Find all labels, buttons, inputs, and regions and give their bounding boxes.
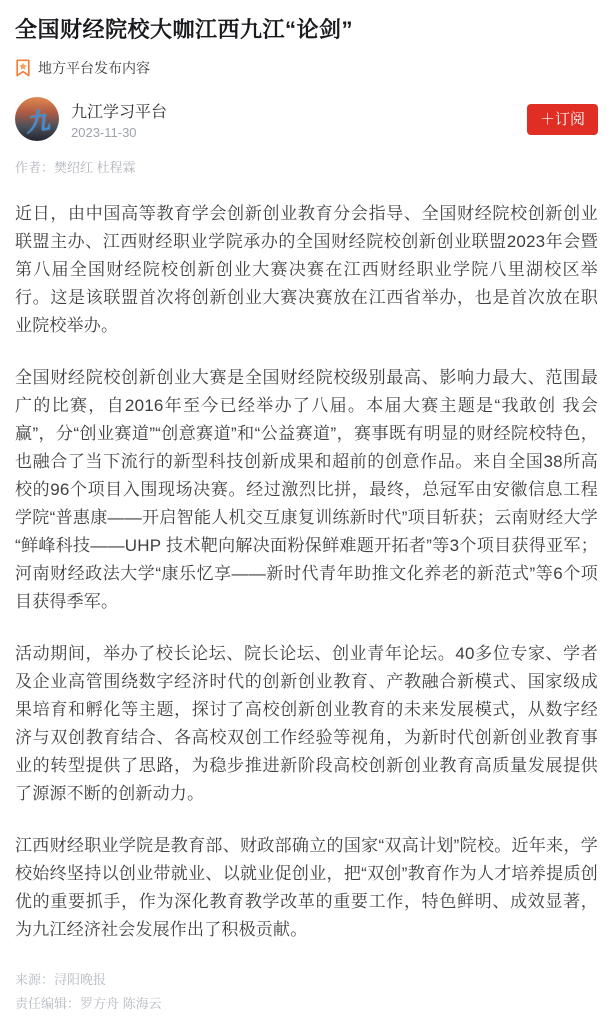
platform-badge [15, 58, 598, 78]
source-line [15, 968, 598, 992]
article-paragraph: 活动期间，举办了校长论坛、院长论坛、创业青年论坛。40多位专家、学者及企业高管围绕数字经济时代的创新创业教育、产教融合新模式、国家级成果培育和孵化等主题，探讨了高校创新创业教育的未来发展模式，从数字经济与双创教育结合、各高校双创工作经验等视角，为新时代创新创业教育事业的转型提供了思路，为稳步推进新阶段高校创新创业教育高质量发展提供了源源不断的创新动力。 [15, 644, 598, 803]
ribbon-star-icon [15, 59, 31, 77]
editor-value: 罗方舟 陈海云 [80, 996, 162, 1011]
source-label: 来源： [15, 972, 55, 987]
avatar-logo-glyph: 九 [23, 104, 52, 138]
byline [15, 157, 598, 176]
publish-date: 2023-11-30 [71, 124, 137, 140]
publisher-name[interactable]: 九江学习平台 [71, 103, 168, 121]
article-body [15, 200, 598, 944]
editor-line [15, 992, 598, 1016]
subscribe-button[interactable]: ＋订阅 [527, 104, 598, 135]
article-paragraph: 江西财经职业学院是教育部、财政部确立的国家“双高计划”院校。近年来，学校始终坚持以创业带就业、以就业促创业，把“双创”教育作为人才培养提质创优的重要抓手，作为深化教育教学改革的重要工作，特色鲜明、成效显著，为九江经济社会发展作出了积极贡献。 [15, 836, 598, 939]
platform-badge-label: 地方平台发布内容 [38, 60, 150, 76]
byline-label: 作者： [15, 160, 55, 175]
source-value: 浔阳晚报 [54, 972, 107, 987]
publisher-row [15, 97, 598, 141]
publisher-avatar[interactable] [15, 97, 59, 141]
editor-label: 责任编辑： [15, 996, 81, 1011]
article-footer [15, 968, 598, 1016]
article-paragraph: 近日，由中国高等教育学会创新创业教育分会指导、全国财经院校创新创业联盟主办、江西财经职业学院承办的全国财经院校创新创业联盟2023年会暨第八届全国财经院校创新创业大赛决赛在江西财经职业学院八里湖校区举行。这是该联盟首次将创新创业大赛决赛放在江西省举办，也是首次放在职业院校举办。 [15, 204, 598, 335]
byline-authors: 樊绍红 杜程霖 [54, 160, 136, 175]
article-paragraph: 全国财经院校创新创业大赛是全国财经院校级别最高、影响力最大、范围最广的比赛，自2016年至今已经举办了八届。本届大赛主题是“我敢创 我会赢”，分“创业赛道”“创意赛道”和“公益赛道”，赛事既有明显的财经院校特色，也融合了当下流行的新型科技创新成果和超前的创意作品。来自全国38所高校的96个项目入围现场决赛。经过激烈比拼，最终，总冠军由安徽信息工程学院“普惠康——开启智能人机交互康复训练新时代”项目斩获；云南财经大学“鲜峰科技——UHP 技术靶向解决面粉保鲜难题开拓者”等3个项目获得亚军；河南财经政法大学“康乐忆享——新时代青年助推文化养老的新范式”等6个项目获得季军。 [15, 368, 598, 611]
publisher-info [71, 99, 527, 140]
article-title: 全国财经院校大咖江西九江“论剑” [15, 17, 354, 42]
